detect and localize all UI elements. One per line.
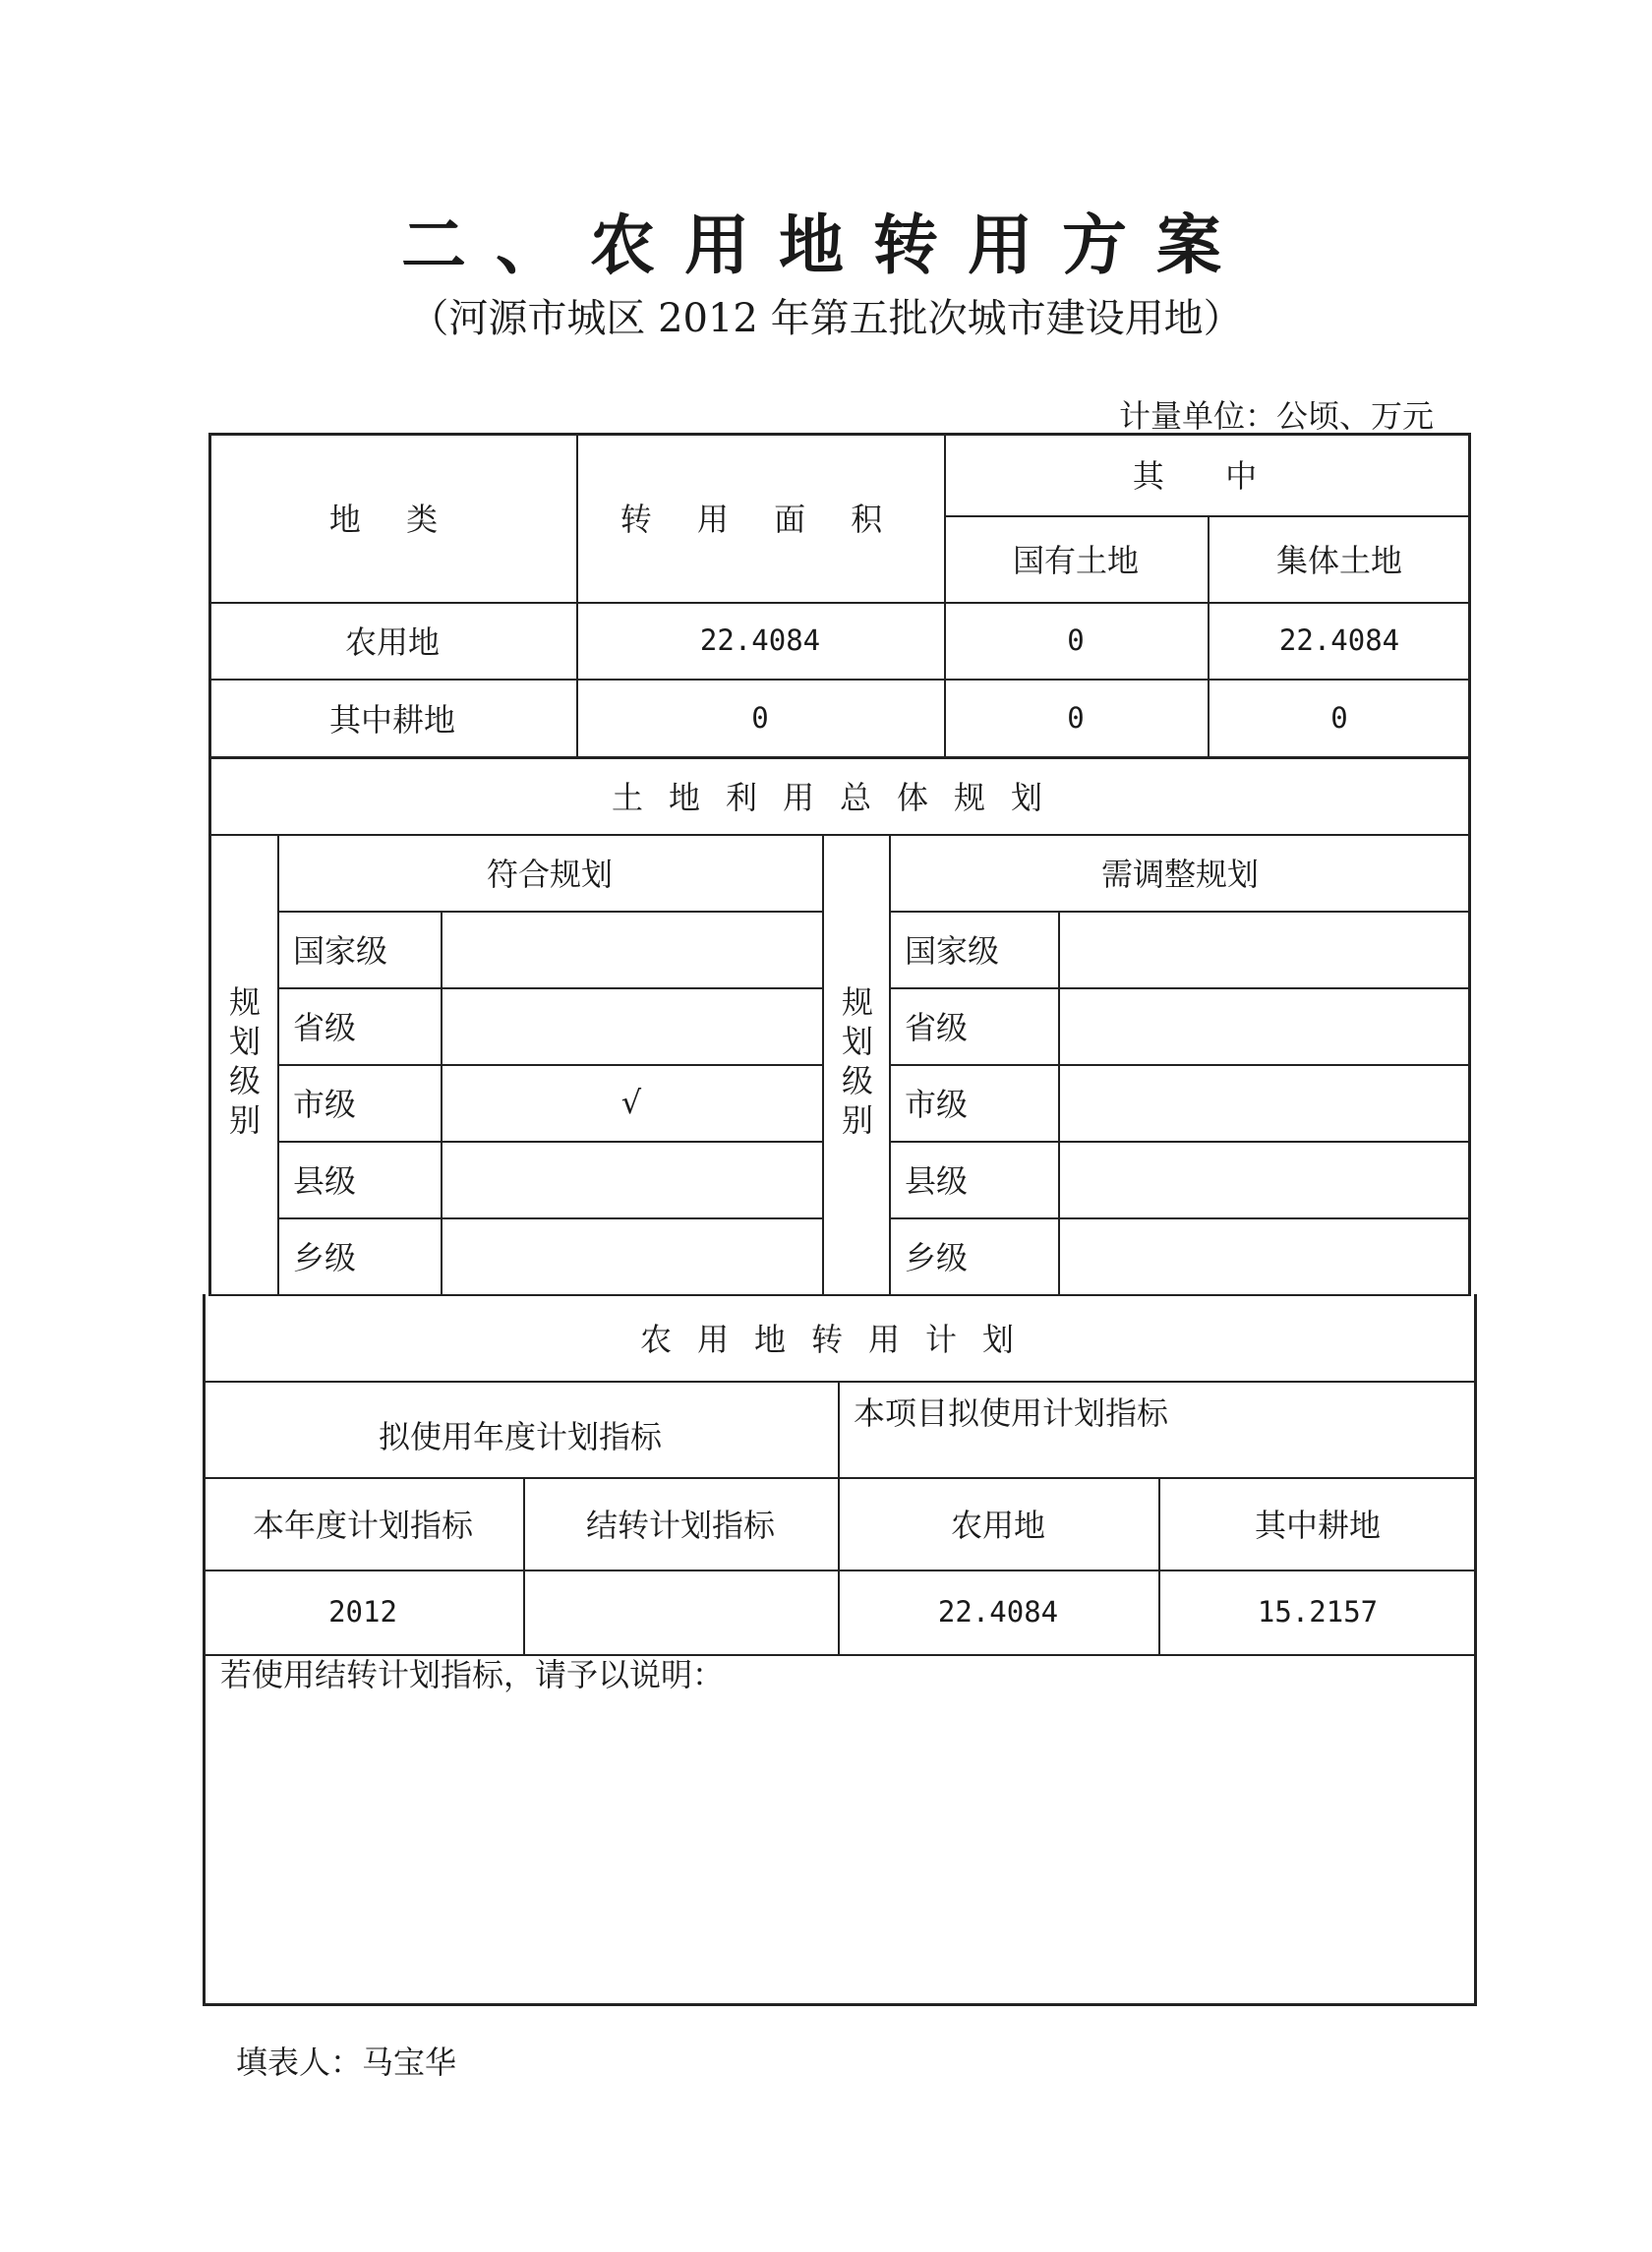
adjust-mark-township bbox=[1058, 1217, 1471, 1294]
project-plan-label: 本项目拟使用计划指标 bbox=[854, 1394, 1169, 1432]
unit-label: 计量单位：公顷、万元 bbox=[1118, 397, 1434, 435]
val-farmland: 22.4084 bbox=[937, 1595, 1059, 1629]
conform-side-label: 规划级别 bbox=[224, 985, 262, 1143]
page-subtitle: （河源市城区 2012 年第五批次城市建设用地） bbox=[409, 296, 1243, 341]
adjust-side-label: 规划级别 bbox=[837, 985, 874, 1143]
adjust-title: 需调整规划 bbox=[1100, 856, 1259, 893]
val-arable: 15.2157 bbox=[1257, 1595, 1379, 1629]
conform-mark-national bbox=[441, 911, 822, 987]
adjust-mark-city bbox=[1058, 1064, 1471, 1141]
row-arable-area: 0 bbox=[751, 701, 769, 735]
adjust-level-province: 省级 bbox=[905, 1009, 969, 1046]
conversion-heading: 农用地转用计划 bbox=[639, 1321, 1039, 1358]
conform-level-national: 国家级 bbox=[293, 932, 388, 970]
adjust-level-national: 国家级 bbox=[905, 932, 1000, 970]
adjust-mark-province bbox=[1058, 987, 1471, 1064]
row-arable-type: 其中耕地 bbox=[328, 701, 455, 739]
conform-mark-township bbox=[441, 1217, 822, 1294]
row-arable-collective: 0 bbox=[1330, 701, 1348, 735]
adjust-mark-national bbox=[1058, 911, 1471, 987]
val-this-year-index: 2012 bbox=[328, 1595, 397, 1629]
col-arable: 其中耕地 bbox=[1254, 1507, 1381, 1544]
conform-title: 符合规划 bbox=[486, 856, 613, 893]
carry-over-note-label: 若使用结转计划指标，请予以说明： bbox=[220, 1656, 725, 1693]
conform-level-city: 市级 bbox=[293, 1086, 357, 1123]
annual-plan-label: 拟使用年度计划指标 bbox=[378, 1418, 662, 1455]
conform-mark-county bbox=[441, 1141, 822, 1217]
conform-level-province: 省级 bbox=[293, 1009, 357, 1046]
conform-level-county: 县级 bbox=[293, 1162, 357, 1200]
header-collective-land: 集体土地 bbox=[1275, 542, 1402, 579]
row-farmland-collective: 22.4084 bbox=[1278, 623, 1400, 657]
col-this-year-index: 本年度计划指标 bbox=[252, 1507, 473, 1544]
val-carry-over-index bbox=[523, 1570, 838, 1654]
header-state-land: 国有土地 bbox=[1012, 542, 1139, 579]
row-farmland-state: 0 bbox=[1067, 623, 1085, 657]
conform-level-township: 乡级 bbox=[293, 1239, 357, 1276]
conform-mark-city: √ bbox=[620, 1084, 642, 1121]
adjust-level-county: 县级 bbox=[905, 1162, 969, 1200]
header-among: 其 中 bbox=[1132, 457, 1283, 495]
row-arable-state: 0 bbox=[1067, 701, 1085, 735]
header-land-type: 地 类 bbox=[328, 501, 456, 538]
adjust-mark-county bbox=[1058, 1141, 1471, 1217]
filled-by: 填表人：马宝华 bbox=[236, 2044, 457, 2081]
row-farmland-type: 农用地 bbox=[344, 623, 440, 661]
row-farmland-area: 22.4084 bbox=[699, 623, 821, 657]
conform-mark-province bbox=[441, 987, 822, 1064]
plan-heading: 土地利用总体规划 bbox=[611, 779, 1068, 816]
header-converted-area: 转 用 面 积 bbox=[620, 501, 901, 538]
adjust-level-township: 乡级 bbox=[905, 1239, 969, 1276]
page-title: 二、农用地转用方案 bbox=[401, 207, 1251, 283]
adjust-level-city: 市级 bbox=[905, 1086, 969, 1123]
col-farmland: 农用地 bbox=[950, 1507, 1045, 1544]
col-carry-over-index: 结转计划指标 bbox=[585, 1507, 775, 1544]
